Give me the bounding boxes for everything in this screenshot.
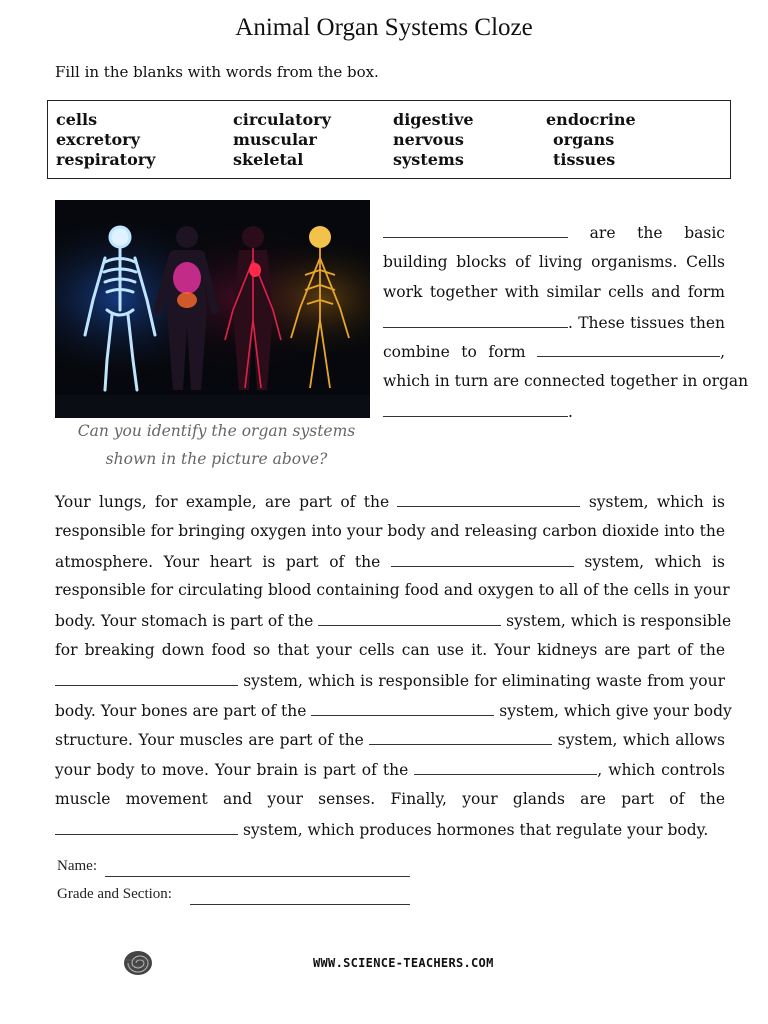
blank-muscular[interactable] xyxy=(369,730,552,745)
word-bank-item: tissues xyxy=(553,150,616,169)
grade-section-field[interactable] xyxy=(190,904,410,905)
blank-digestive[interactable] xyxy=(318,611,501,626)
blank-systems[interactable] xyxy=(383,402,568,417)
side-text-line: work together with similar cells and form xyxy=(383,283,725,301)
paragraph-line: muscle movement and your senses. Finally, your glands are part of the xyxy=(55,789,725,808)
caption-line: Can you identify the organ systems xyxy=(77,422,356,440)
word-bank-item: excretory xyxy=(56,130,140,149)
paragraph-line: your body to move. Your brain is part of the , which controls xyxy=(55,761,725,780)
paragraph-line: atmosphere. Your heart is part of the system, which is xyxy=(55,552,726,571)
organ-systems-illustration xyxy=(55,200,370,418)
side-text-line: are the basic xyxy=(383,223,725,253)
blank-endocrine[interactable] xyxy=(55,820,238,835)
paragraph-line: responsible for bringing oxygen into your body and releasing carbon dioxide into the xyxy=(55,521,725,540)
word-bank-item: circulatory xyxy=(233,110,331,129)
side-text-line: which in turn are connected together in organ xyxy=(383,372,749,390)
side-text-line: building blocks of living organisms. Cells xyxy=(383,253,725,271)
paragraph-line: system, which produces hormones that regulate your body. xyxy=(55,820,725,850)
blank-skeletal[interactable] xyxy=(311,701,494,716)
blank-nervous[interactable] xyxy=(414,760,597,775)
word-bank-item: cells xyxy=(56,110,98,129)
image-caption xyxy=(55,417,378,473)
blank-respiratory[interactable] xyxy=(397,492,580,507)
footer-website[interactable]: WWW.SCIENCE-TEACHERS.COM xyxy=(313,956,494,970)
page-title: Animal Organ Systems Cloze xyxy=(235,14,533,41)
blank-organs[interactable] xyxy=(537,342,720,357)
ammonite-shell-icon xyxy=(123,948,153,976)
word-bank-item: organs xyxy=(553,130,615,149)
paragraph-line: for breaking down food so that your cells can use it. Your kidneys are part of the xyxy=(55,640,725,659)
side-text-line: . These tissues then xyxy=(383,313,725,343)
blank-tissues[interactable] xyxy=(383,313,568,328)
side-text-line: . xyxy=(383,402,725,432)
paragraph-line: structure. Your muscles are part of the system, which allows xyxy=(55,731,725,750)
blank-circulatory[interactable] xyxy=(391,552,574,567)
word-bank-item: muscular xyxy=(233,130,317,149)
side-text-line: combine to form , xyxy=(383,343,725,361)
grade-section-label: Grade and Section: xyxy=(57,886,172,902)
name-label: Name: xyxy=(57,858,97,874)
word-bank-item: nervous xyxy=(393,130,464,149)
word-bank-item: systems xyxy=(393,150,464,169)
paragraph-line: body. Your bones are part of the system, which give your body xyxy=(55,701,732,720)
cloze-paragraph xyxy=(55,492,732,850)
word-bank-item: digestive xyxy=(393,110,474,129)
paragraph-line: responsible for circulating blood containing food and oxygen to all of the cells in your xyxy=(55,581,730,600)
instructions: Fill in the blanks with words from the box. xyxy=(55,63,379,81)
paragraph-line: body. Your stomach is part of the system, which is responsible xyxy=(55,612,732,631)
blank-excretory[interactable] xyxy=(55,671,238,686)
paragraph-line: system, which is responsible for eliminating waste from your xyxy=(55,671,725,701)
name-field[interactable] xyxy=(105,876,410,877)
blank-cells[interactable] xyxy=(383,223,568,238)
word-bank-item: endocrine xyxy=(546,110,636,129)
word-bank-item: skeletal xyxy=(233,150,304,169)
word-bank-item: respiratory xyxy=(56,150,156,169)
organ-systems-image xyxy=(55,200,370,418)
caption-line: shown in the picture above? xyxy=(105,450,328,468)
paragraph-line: Your lungs, for example, are part of the system, which is xyxy=(55,493,725,511)
word-bank xyxy=(47,100,731,179)
